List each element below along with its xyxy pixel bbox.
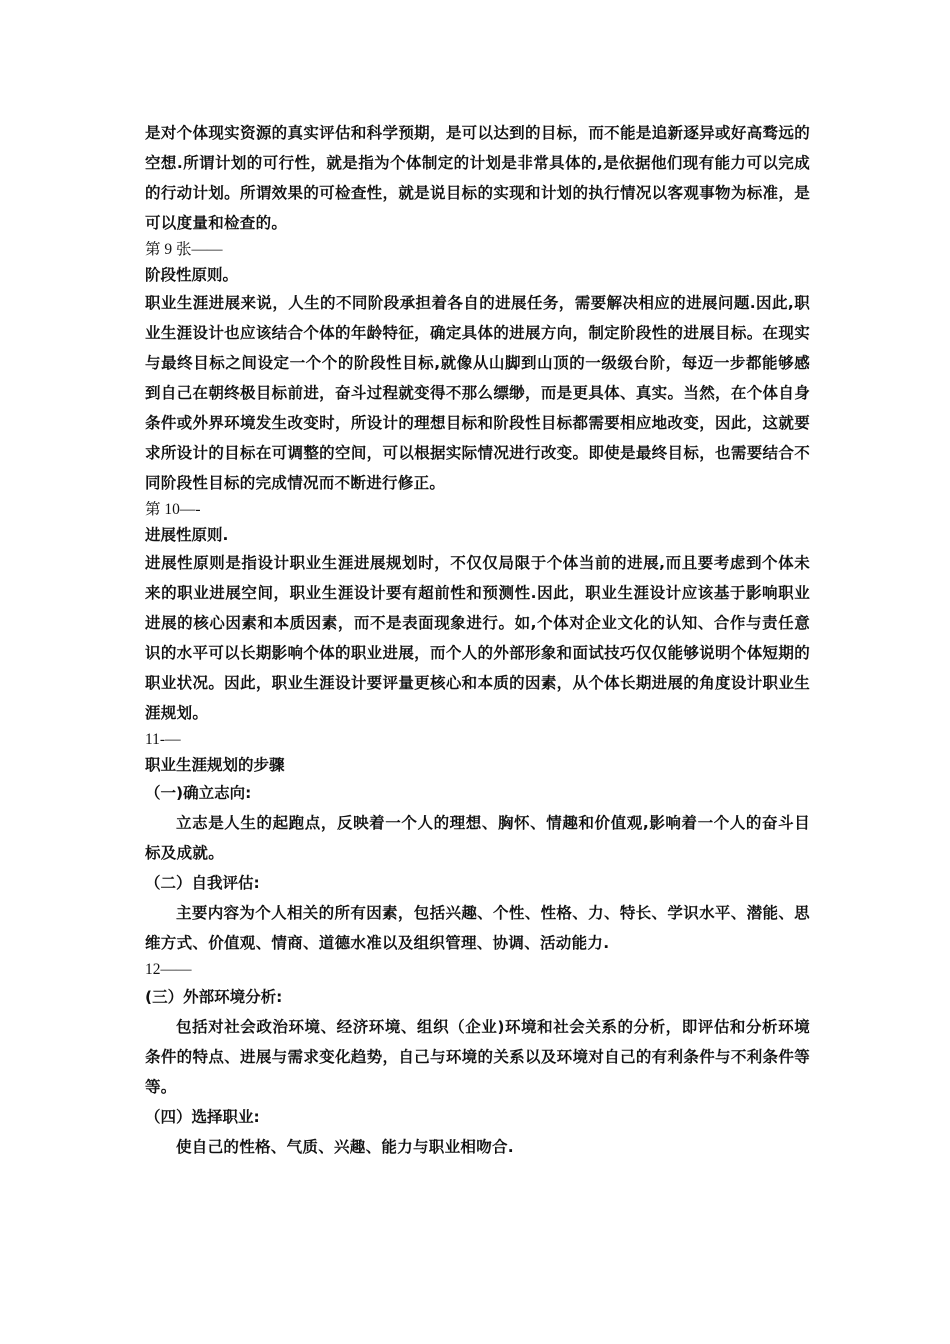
- step-3-title: (三）外部环境分析:: [145, 988, 283, 1006]
- heading-development-principle: 进展性原则.: [145, 526, 229, 544]
- heading-planning-steps: 职业生涯规划的步骤: [145, 756, 285, 774]
- step-1-text: 立志是人生的起跑点，反映着一个人的理想、胸怀、情趣和价值观,影响着一个人的奋斗目标及成就。: [145, 814, 810, 862]
- slide-marker-9: 第 9 张——: [145, 241, 223, 258]
- step-3-text: 包括对社会政治环境、经济环境、组织（企业)环境和社会关系的分析，即评估和分析环境条件的特点、进展与需求变化趋势，自己与环境的关系以及环境对自己的有利条件与不利条件等等。: [145, 1018, 810, 1096]
- step-4-title: （四）选择职业:: [145, 1108, 260, 1126]
- step-2-text: 主要内容为个人相关的所有因素，包括兴趣、个性、性格、力、特长、学识水平、潜能、思维方式、价值观、情商、道德水准以及组织管理、协调、活动能力.: [145, 904, 810, 952]
- slide-marker-12: 12——: [145, 961, 192, 978]
- slide-marker-10: 第 10—-: [145, 501, 201, 518]
- paragraph-development-principle: 进展性原则是指设计职业生涯进展规划时，不仅仅局限于个体当前的进展,而且要考虑到个体未来的职业进展空间，职业生涯设计要有超前性和预测性.因此，职业生涯设计应该基于影响职业进展的核心因素和本质因素，而不是表面现象进行。如,个体对企业文化的认知、合作与责任意识的水平可以长期影响个体的职业进展，而个人的外部形象和面试技巧仅仅能够说明个体短期的职业状况。因此，职业生涯设计要评量更核心和本质的因素，从个体长期进展的角度设计职业生涯规划。: [145, 554, 810, 722]
- paragraph-feasibility: 是对个体现实资源的真实评估和科学预期，是可以达到的目标，而不能是追新逐异或好高骛远的空想.所谓计划的可行性，就是指为个体制定的计划是非常具体的,是依据他们现有能力可以完成的行动计划。所谓效果的可检查性，就是说目标的实现和计划的执行情况以客观事物为标准，是可以度量和检查的。: [145, 124, 810, 232]
- heading-stage-principle: 阶段性原则。: [145, 266, 239, 284]
- document-page: [145, 118, 810, 1162]
- paragraph-stage-principle: 职业生涯进展来说，人生的不同阶段承担着各自的进展任务，需要解决相应的进展问题.因此,职业生涯设计也应该结合个体的年龄特征，确定具体的进展方向，制定阶段性的进展目标。在现实与最终目标之间设定一个个的阶段性目标,就像从山脚到山顶的一级级台阶，每迈一步都能够感到自己在朝终极目标前进，奋斗过程就变得不那么缥缈，而是更具体、真实。当然，在个体自身条件或外界环境发生改变时，所设计的理想目标和阶段性目标都需要相应地改变，因此，这就要求所设计的目标在可调整的空间，可以根据实际情况进行改变。即使是最终目标，也需要结合不同阶段性目标的完成情况而不断进行修正。: [145, 294, 810, 492]
- step-4-text: 使自己的性格、气质、兴趣、能力与职业相吻合.: [176, 1138, 514, 1156]
- step-1-title: （一)确立志向:: [145, 784, 252, 802]
- step-2-title: （二）自我评估:: [145, 874, 260, 892]
- slide-marker-11: 11-—: [145, 731, 181, 748]
